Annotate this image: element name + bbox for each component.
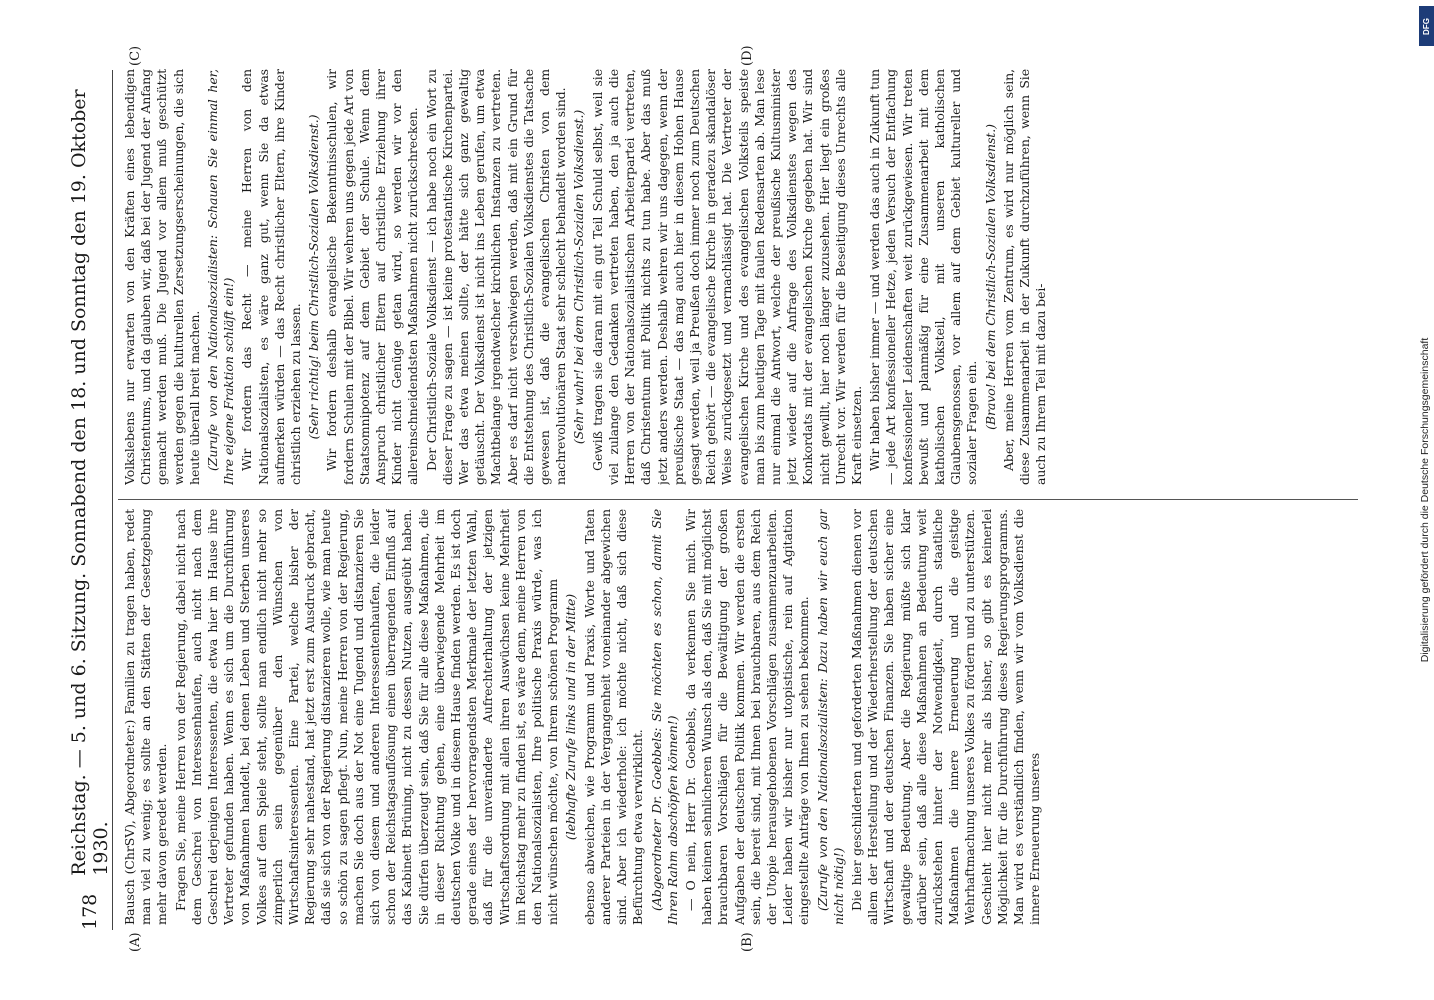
interjection: (Zurufe von den Nationalsozialisten: Dazu haben wir euch gar nicht nötig!) <box>814 509 846 925</box>
paragraph: ebenso abweichen, wie Programm und Praxis, Worte und Taten anderer Parteien in der Vergangenheit voneinander abgewichen sind. Aber ich wiederhole: ich möchte nicht, daß sich diese Befürchtung etwa verwirklicht. <box>581 509 646 925</box>
interjection: (lebhafte Zurufe links und in der Mitte) <box>563 593 579 841</box>
paragraph: Wir fordern deshalb evangelische Bekenntnisschulen, wir fordern Schulen mit der Bibel. Wir wehren uns gegen jede Art von Staatsomnipotenz auf dem Gebiet der Schule. Wenn dem Anspruch christlicher Eltern auf christliche Erziehung ihrer Kinder nicht Genüge getan wird, so werden wir vor den allereinschneidendsten Maßnahmen nicht zurückschrecken. <box>324 69 421 485</box>
paragraph: — O nein, Herr Dr. Goebbels, da verkennen Sie mich. Wir haben keinen sehnlicheren Wunsch als den, daß Sie mit möglichst brauchbaren Vorschlägen für die Bewältigung der großen Aufgaben der deutschen Politik kommen. Wir werden die ersten sein, die bereit sind, mit Ihnen bei brauchbaren, aus dem Reich der Utopie herausgehobenen Vorschlägen zusammenzuarbeiten. Leider haben wir bisher nur utopistische, rein auf Agitation eingestellte Anträge von Ihnen zu sehen bekommen. <box>682 509 812 925</box>
dfg-logo-text: DFG <box>1422 17 1432 35</box>
interjection: (Sehr richtig! beim Christlich-Sozialen Volksdienst.) <box>306 114 322 440</box>
right-column <box>122 69 1352 485</box>
margin-marker-c: (C) <box>128 45 143 66</box>
interjection: (Zurufe von den Nationalsozialisten: Schauen Sie einmal her, Ihre eigene Fraktion schläft ein!) <box>205 69 237 485</box>
digitization-credit <box>1418 8 1432 992</box>
paragraph: Die hier geschilderten und geforderten Maßnahmen dienen vor allem der Herstellung und der Wiederherstellung der deutschen Wirtschaft und der deutschen Finanzen. Sie haben sicher eine gewaltige Bedeutung. Aber die Regierung müßte sich klar darüber sein, daß alle diese Maßnahmen an Bedeutung weit zurückstehen hinter der Notwendigkeit, durch staatliche Maßnahmen die innere Erneuerung und die geistige Wehrhaftmachung unseres Volkes zu fördern und zu unterstützen. Geschieht hier nicht mehr als bisher, so gibt es keinerlei Möglichkeit für die Durchführung dieses Regierungsprogramms. Man wird es verständlich finden, wenn wir vom Volksdienst die innere Erneuerung unseres <box>848 509 1043 925</box>
column-separator <box>118 499 1358 500</box>
paragraph: Wir haben bisher immer — und werden das auch in Zukunft tun — jede Art konfessioneller Hetze, jeden Versuch der Entfachung konfessioneller Leidenschaften weit zurückgewiesen. Wir treten bewußt und planmäßig für eine Zusammenarbeit mit dem katholischen Volksteil, mit unseren katholischen Glaubensgenossen, vor allem auf dem Gebiet kultureller und sozialer Fragen ein. <box>867 69 980 485</box>
header-rule <box>112 70 113 930</box>
interjection: (Abgeordneter Dr. Goebbels: Sie möchten es schon, damit Sie Ihren Rahm abschöpfen können!) <box>648 509 680 925</box>
left-column <box>122 509 1352 925</box>
paragraph: Fragen Sie, meine Herren von der Regierung, dabei nicht nach dem Geschrei von Interessenhaufen, auch nicht nach dem Geschrei derjenigen Interessenten, die etwa hier im Hause ihre Vertreter gefunden haben. Wenn es sich um die Durchführung von Maßnahmen handelt, bei denen Leben und Sterben unseres Volkes auf dem Spiele steht, sollte man endlich nicht mehr so zimperlich sein gegenüber den Wünschen von Wirtschaftsinteressenten. Eine Partei, welche bisher der Regierung sehr nahestand, hat jetzt erst zum Ausdruck gebracht, daß sie sich von der Regierung distanzieren wolle, wie man heute so schön zu sagen pflegt. Nun, meine Herren von der Regierung, machen Sie doch aus der Not eine Tugend und distanzieren Sie sich von diesem und anderen Interessentenhaufen, die leider schon der Reichstagsauflösung einen überragenden Einfluß auf das Kabinett Brüning, nicht zu dessen Nutzen, ausgeübt haben. Sie dürfen überzeugt sein, daß Sie für alle diese Maßnahmen, die in dieser Richtung gehen, eine überwiegende Mehrheit im deutschen Volke und in diesem Hause finden werden. Es ist doch gerade eines der hervorragendsten Merkmale der letzten Wahl, daß für die unveränderte Aufrechterhaltung der jetzigen Wirtschaftsordnung mit allen ihren Auswüchsen keine Mehrheit im Reichstag mehr zu finden ist, es wäre denn, meine Herren von den Nationalsozialisten, Ihre politische Praxis würde, was ich nicht wünschen möchte, von Ihrem schönen Programm <box>172 509 561 925</box>
paragraph: Aber, meine Herren vom Zentrum, es wird nur möglich sein, diese Zusammenarbeit in der Zukunft durchzuführen, wenn Sie auch zu Ihrem Teil mit dazu bei- <box>1000 69 1049 485</box>
credit-text: Digitalisierung gefördert durch die Deutsche Forschungsgemeinschaft <box>1419 337 1431 663</box>
paragraph: Bausch (ChrSV), Abgeordneter:) Familien zu tragen haben, redet man viel zu wenig; es sollte an den Stätten der Gesetzgebung mehr davon geredet werden. <box>122 509 170 925</box>
paragraph: Der Christlich-Soziale Volksdienst — ich habe noch ein Wort zu dieser Frage zu sagen — ist keine protestantische Kirchenpartei. Wer das etwa meinen sollte, der hätte sich ganz gewaltig getäuscht. Der Volksdienst ist nicht ins Leben gerufen, um etwa Machtbelange irgendwelcher kirchlichen Instanzen zu vertreten. Aber es darf nicht verschwiegen werden, daß mit ein Grund für die Entstehung des Christlich-Sozialen Volksdienstes die Tatsache gewesen ist, daß die evangelischen Christen von dem nachrevolutionären Staat sehr schlecht behandelt worden sind. <box>423 69 569 485</box>
paragraph: Gewiß tragen sie daran mit ein gut Teil Schuld selbst, weil sie viel zulange den Gedanken vertreten haben, den ja auch die Herren von der Nationalsozialistischen Arbeiterpartei vertreten, daß Christentum mit Politik nichts zu tun habe. Aber das muß jetzt anders werden. Deshalb wehren wir uns dagegen, wenn der preußische Staat — das mag auch hier in diesem Hohen Hause gesagt werden, weil ja Preußen doch immer noch zum Deutschen Reich gehört — die evangelische Kirche in geradezu skandalöser Weise zurückgesetzt und vernachlässigt hat. Die Vertreter der evangelischen Kirche und des evangelischen Volksteils speiste man bis zum heutigen Tage mit faulen Redensarten ab. Man lese nur einmal die Antwort, welche der preußische Kultusminister jetzt wieder auf die Anfrage des Volksdienstes wegen des Konkordats mit der evangelischen Kirche gegeben hat. Wir sind nicht gewillt, hier noch länger zuzusehen. Hier liegt ein großes Unrecht vor. Wir werden für die Beseitigung dieses Unrechts alle Kraft einsetzen. <box>589 69 864 485</box>
page-header <box>70 70 110 930</box>
margin-marker-d: (D) <box>740 45 755 66</box>
page-number: 178 <box>79 893 101 930</box>
margin-marker-a: (A) <box>128 932 143 952</box>
page-title: Reichstag. — 5. und 6. Sitzung. Sonnabend den 18. und Sonntag den 19. Oktober 1930. <box>68 89 112 876</box>
interjection: (Bravo! bei dem Christlich-Sozialen Volksdienst.) <box>982 124 998 430</box>
interjection: (Sehr wahr! bei dem Christlich-Sozialen Volksdienst.) <box>571 109 587 445</box>
paragraph: Volkslebens nur erwarten von den Kräften eines lebendigen Christentums, und da glauben wir, daß bei der Jugend der Anfang gemacht werden muß. Die Jugend vor allem muß geschützt werden gegen die kulturellen Zersetzungserscheinungen, die sich heute überall breit machen. <box>122 69 202 485</box>
margin-marker-b: (B) <box>740 932 755 952</box>
paragraph: Wir fordern das Recht — meine Herren von den Nationalsozialisten, es wäre ganz gut, wenn Sie da etwas aufmerken würden — das Recht christlicher Eltern, ihre Kinder christlich erziehen zu lassen. <box>239 69 304 485</box>
